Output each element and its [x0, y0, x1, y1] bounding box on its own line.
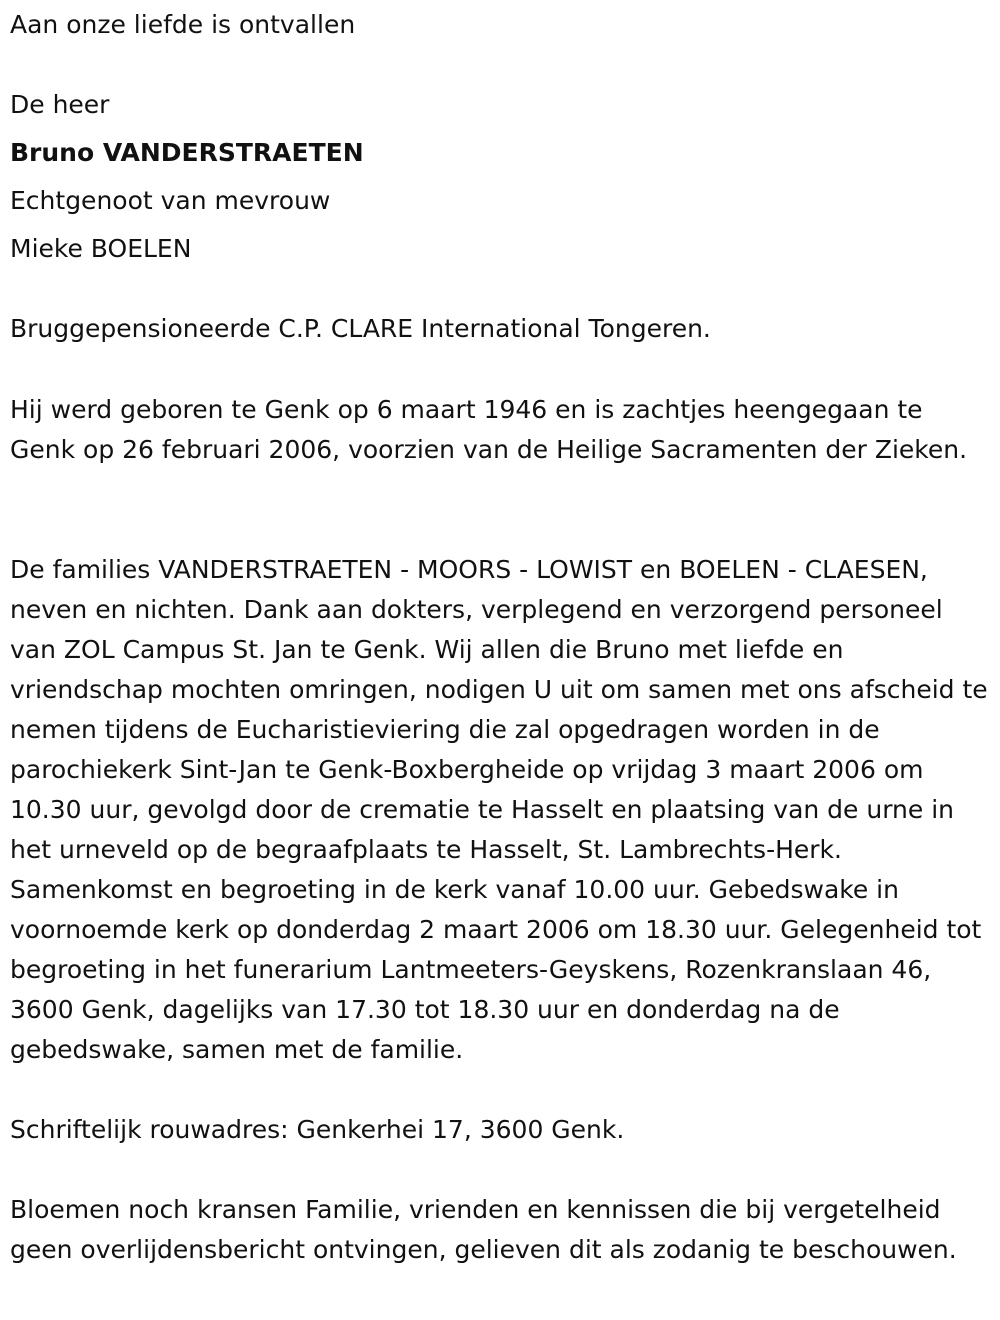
- mourning-address: Schriftelijk rouwadres: Genkerhei 17, 3600 Genk.: [10, 1115, 625, 1144]
- spouse-line: Echtgenoot van mevrouw: [10, 186, 331, 215]
- occupation: Bruggepensioneerde C.P. CLARE International Tongeren.: [10, 314, 711, 343]
- families-paragraph: De families VANDERSTRAETEN - MOORS - LOWIST en BOELEN - CLAESEN, neven en nichten. Dank aan dokters, verplegend en verzorgend personeel van ZOL Campus St. Jan te Genk. Wij allen die Bruno met liefde en vriendschap mochten omringen, nodigen U uit om samen met ons afscheid te nemen tijdens de Eucharistieviering die zal opgedragen worden in de parochiekerk Sint-Jan te Genk-Boxbergheide op vrijdag 3 maart 2006 om 10.30 uur, gevolgd door de crematie te Hasselt en plaatsing van de urne in het urneveld op de begraafplaats te Hasselt, St. Lambrechts-Herk. Samenkomst en begroeting in de kerk vanaf 10.00 uur. Gebedswake in voornoemde kerk op donderdag 2 maart 2006 om 18.30 uur. Gelegenheid tot begroeting in het funerarium Lantmeeters-Geyskens, Rozenkranslaan 46, 3600 Genk, dagelijks van 17.30 tot 18.30 uur en donderdag na de gebedswake, samen met de familie.: [10, 555, 988, 1064]
- salutation: De heer: [10, 90, 110, 119]
- spouse-name: Mieke BOELEN: [10, 234, 192, 263]
- deceased-name: Bruno VANDERSTRAETEN: [10, 138, 364, 167]
- birth-death-paragraph: Hij werd geboren te Genk op 6 maart 1946 en is zachtjes heengegaan te Genk op 26 februari 2006, voorzien van de Heilige Sacramenten der Zieken.: [10, 395, 968, 464]
- intro-text: Aan onze liefde is ontvallen: [10, 10, 356, 39]
- flowers-paragraph: Bloemen noch kransen Familie, vrienden en kennissen die bij vergetelheid geen overlijdensbericht ontvingen, gelieven dit als zodanig te beschouwen.: [10, 1195, 957, 1264]
